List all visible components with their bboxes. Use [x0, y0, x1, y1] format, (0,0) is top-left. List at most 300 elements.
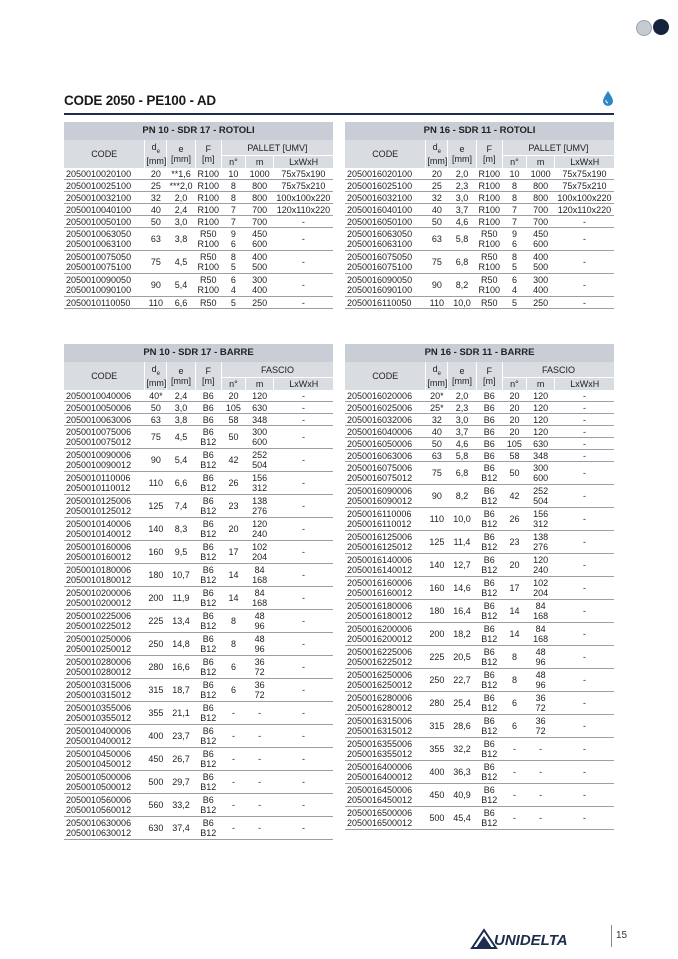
table-row [64, 817, 333, 840]
meters-cell: 138 276 [526, 531, 554, 554]
code-cell: 2050010315006 2050010315012 [64, 679, 145, 702]
table-row [345, 251, 614, 274]
length-cell: B6 B12 [476, 784, 502, 807]
length-cell: R100 [195, 204, 221, 216]
dimensions-header: LxWxH [274, 378, 333, 391]
meters-cell: 84 168 [245, 564, 273, 587]
length-cell: R100 [476, 180, 502, 192]
meters-header: m [245, 156, 273, 169]
length-cell: R100 [195, 168, 221, 180]
count-cell: - [502, 784, 526, 807]
table-row [345, 462, 614, 485]
code-cell: 2050010090050 2050010090100 [64, 274, 145, 297]
length-cell: B6 B12 [476, 669, 502, 692]
table-body [64, 168, 333, 309]
length-header: F [m] [476, 362, 502, 390]
thickness-cell: 14,8 [167, 633, 195, 656]
meters-cell: 300 600 [526, 462, 554, 485]
length-cell: B6 B12 [195, 702, 221, 725]
table-row [64, 679, 333, 702]
table-row [345, 485, 614, 508]
length-cell: B6 [476, 402, 502, 414]
dimensions-cell: - [274, 426, 333, 449]
dimensions-header: LxWxH [555, 378, 614, 391]
dimensions-cell: - [274, 771, 333, 794]
code-cell: 2050016090050 2050016090100 [345, 274, 426, 297]
meters-cell: - [245, 702, 273, 725]
dimensions-cell: - [555, 761, 614, 784]
code-cell: 2050010040100 [64, 204, 145, 216]
diameter-cell: 355 [145, 702, 167, 725]
meters-cell: 400 500 [245, 251, 273, 274]
count-cell: 8 [502, 180, 526, 192]
diameter-cell: 500 [426, 807, 448, 830]
count-cell: 20 [221, 518, 245, 541]
diameter-cell: 90 [145, 449, 167, 472]
table-row [345, 438, 614, 450]
thickness-cell: 21,1 [167, 702, 195, 725]
length-cell: R100 [195, 192, 221, 204]
table-body [345, 390, 614, 830]
thickness-cell: 14,6 [448, 577, 476, 600]
diameter-cell: 110 [426, 297, 448, 309]
code-cell: 2050016075006 2050016075012 [345, 462, 426, 485]
dimensions-cell: - [555, 390, 614, 402]
diameter-cell: 25 [145, 180, 167, 192]
count-cell: 5 [502, 297, 526, 309]
dimensions-cell: 75x75x190 [274, 168, 333, 180]
page-number: 15 [616, 930, 628, 941]
count-cell: 50 [221, 426, 245, 449]
diameter-cell: 90 [426, 485, 448, 508]
table-row [345, 228, 614, 251]
table-row [345, 204, 614, 216]
dimensions-cell: - [555, 600, 614, 623]
dimensions-cell: - [555, 438, 614, 450]
code-cell: 2050016090006 2050016090012 [345, 485, 426, 508]
count-cell: 58 [502, 450, 526, 462]
diameter-cell: 20* [426, 390, 448, 402]
dimensions-cell: - [274, 541, 333, 564]
length-cell: R100 [476, 216, 502, 228]
grey-dot-icon [636, 20, 652, 36]
thickness-cell: 2,4 [167, 204, 195, 216]
count-cell: 6 [221, 656, 245, 679]
thickness-header: e [mm] [448, 140, 476, 168]
code-header: CODE [345, 140, 426, 168]
table-header [64, 122, 333, 168]
thickness-cell: 45,4 [448, 807, 476, 830]
code-cell: 2050016180006 2050016180012 [345, 600, 426, 623]
title-rule [64, 113, 614, 115]
table-header [64, 344, 333, 390]
table-row [64, 390, 333, 402]
code-cell: 2050010280006 2050010280012 [64, 656, 145, 679]
table-row [64, 725, 333, 748]
count-cell: 8 [502, 669, 526, 692]
length-cell: B6 B12 [476, 508, 502, 531]
diameter-header: $d_e$ [mm] [146, 363, 167, 389]
code-cell: 2050016500006 2050016500012 [345, 807, 426, 830]
dimensions-cell: - [555, 297, 614, 309]
diameter-cell: 315 [426, 715, 448, 738]
code-cell: 2050010400006 2050010400012 [64, 725, 145, 748]
dimensions-cell: 75x75x210 [555, 180, 614, 192]
count-cell: 8 5 [221, 251, 245, 274]
meters-cell: 84 168 [526, 600, 554, 623]
dimensions-cell: - [274, 679, 333, 702]
thickness-cell: 5,4 [167, 274, 195, 297]
code-cell: 2050010500006 2050010500012 [64, 771, 145, 794]
count-cell: - [502, 738, 526, 761]
length-cell: R50 R100 [476, 274, 502, 297]
meters-header: m [245, 378, 273, 391]
thickness-cell: 6,8 [448, 251, 476, 274]
table-title-row [64, 122, 333, 140]
dimensions-cell: - [555, 738, 614, 761]
meters-cell: - [245, 794, 273, 817]
table-title: PN 16 - SDR 11 - ROTOLI [345, 122, 614, 140]
code-cell: 2050016040006 [345, 426, 426, 438]
meters-cell: 252 504 [245, 449, 273, 472]
dimensions-cell: - [555, 692, 614, 715]
meters-cell: - [245, 748, 273, 771]
diameter-cell: 50 [145, 402, 167, 414]
diameter-cell: 40 [426, 204, 448, 216]
code-cell: 2050016050006 [345, 438, 426, 450]
code-cell: 2050010110006 2050010110012 [64, 472, 145, 495]
length-cell: R50 R100 [476, 228, 502, 251]
dimensions-cell: - [555, 450, 614, 462]
length-cell: B6 [476, 390, 502, 402]
meters-cell: 156 312 [245, 472, 273, 495]
code-cell: 2050010250006 2050010250012 [64, 633, 145, 656]
table-row [345, 807, 614, 830]
code-cell: 2050010032100 [64, 192, 145, 204]
table-pn16-rotoli [345, 122, 614, 309]
code-header: CODE [64, 140, 145, 168]
meters-cell: 120 [526, 390, 554, 402]
thickness-cell: 25,4 [448, 692, 476, 715]
dimensions-header: LxWxH [274, 156, 333, 169]
dimensions-cell: - [274, 390, 333, 402]
diameter-cell: 32 [426, 192, 448, 204]
diameter-cell: 25 [426, 180, 448, 192]
diameter-cell: 450 [426, 784, 448, 807]
code-cell: 2050010630006 2050010630012 [64, 817, 145, 840]
code-cell: 2050016063006 [345, 450, 426, 462]
diameter-cell: 250 [426, 669, 448, 692]
table-row [345, 623, 614, 646]
meters-header: m [526, 156, 554, 169]
code-cell: 2050016140006 2050016140012 [345, 554, 426, 577]
dimensions-cell: - [555, 508, 614, 531]
table-row [345, 577, 614, 600]
table-row [64, 610, 333, 633]
thickness-cell: 4,5 [167, 251, 195, 274]
meters-cell: 630 [526, 438, 554, 450]
count-cell: - [221, 725, 245, 748]
diameter-cell: 32 [145, 192, 167, 204]
diameter-cell: 225 [426, 646, 448, 669]
diameter-cell: 20 [145, 168, 167, 180]
code-cell: 2050016040100 [345, 204, 426, 216]
meters-cell: - [526, 784, 554, 807]
meters-cell: 450 600 [526, 228, 554, 251]
code-cell: 2050016280006 2050016280012 [345, 692, 426, 715]
table-row [64, 702, 333, 725]
table-title: PN 16 - SDR 11 - BARRE [345, 344, 614, 362]
length-cell: B6 [476, 414, 502, 426]
thickness-cell: 20,5 [448, 646, 476, 669]
dimensions-cell: - [274, 251, 333, 274]
table-row [345, 297, 614, 309]
thickness-cell: 2,4 [167, 390, 195, 402]
table-row [64, 656, 333, 679]
diameter-cell: 40 [145, 204, 167, 216]
thickness-header: e [mm] [167, 362, 195, 390]
count-cell: 20 [502, 402, 526, 414]
dimensions-cell: - [274, 216, 333, 228]
length-cell: B6 B12 [195, 794, 221, 817]
dimensions-cell: - [274, 518, 333, 541]
table-row [64, 192, 333, 204]
table-row [64, 168, 333, 180]
thickness-cell: 26,7 [167, 748, 195, 771]
meters-cell: 156 312 [526, 508, 554, 531]
column-header-row [64, 140, 333, 156]
count-cell: 10 [221, 168, 245, 180]
meters-cell: 252 504 [526, 485, 554, 508]
meters-cell: 400 500 [526, 251, 554, 274]
thickness-cell: 33,2 [167, 794, 195, 817]
dimensions-cell: - [555, 715, 614, 738]
table-row [345, 531, 614, 554]
unidelta-logo [470, 926, 604, 950]
dimensions-cell: 100x100x220 [555, 192, 614, 204]
diameter-cell: 110 [145, 297, 167, 309]
length-cell: B6 B12 [195, 771, 221, 794]
thickness-cell: 28,6 [448, 715, 476, 738]
thickness-cell: 3,8 [167, 228, 195, 251]
count-cell: 6 4 [502, 274, 526, 297]
meters-cell: 700 [526, 216, 554, 228]
length-cell: B6 B12 [195, 587, 221, 610]
length-cell: B6 [476, 450, 502, 462]
corner-dots [636, 18, 672, 36]
code-cell: 2050010025100 [64, 180, 145, 192]
count-cell: 7 [502, 204, 526, 216]
table-row [345, 216, 614, 228]
dimensions-cell: - [555, 414, 614, 426]
length-cell: R50 R100 [195, 274, 221, 297]
table-row [64, 180, 333, 192]
column-header-row [64, 362, 333, 378]
meters-cell: 800 [526, 192, 554, 204]
count-cell: 6 [221, 679, 245, 702]
dimensions-cell: - [274, 702, 333, 725]
diameter-cell: 40 [426, 426, 448, 438]
meters-cell: 700 [245, 204, 273, 216]
diameter-cell: 63 [145, 228, 167, 251]
thickness-cell: 8,2 [448, 485, 476, 508]
table-row [345, 554, 614, 577]
navy-dot-icon [653, 19, 669, 35]
meters-cell: 348 [245, 414, 273, 426]
count-cell: 7 [221, 204, 245, 216]
meters-cell: 300 400 [245, 274, 273, 297]
length-cell: B6 [195, 390, 221, 402]
dimensions-cell: - [555, 646, 614, 669]
diameter-cell: 140 [426, 554, 448, 577]
table-row [64, 771, 333, 794]
diameter-header: $d_e$ [mm] [146, 141, 167, 167]
thickness-cell: 10,0 [448, 297, 476, 309]
code-header: CODE [64, 362, 145, 390]
dimensions-cell: - [274, 449, 333, 472]
table-row [64, 587, 333, 610]
thickness-cell: ***2,0 [167, 180, 195, 192]
dimensions-cell: - [555, 623, 614, 646]
length-cell: R50 [195, 297, 221, 309]
length-cell: B6 B12 [476, 807, 502, 830]
code-cell: 2050016110050 [345, 297, 426, 309]
page-number-divider [611, 925, 612, 947]
dimensions-cell: - [274, 656, 333, 679]
dimensions-cell: - [555, 426, 614, 438]
thickness-cell: 2,0 [448, 390, 476, 402]
code-cell: 2050016125006 2050016125012 [345, 531, 426, 554]
table-row [345, 426, 614, 438]
dimensions-cell: - [555, 462, 614, 485]
length-cell: R50 R100 [195, 228, 221, 251]
length-cell: B6 B12 [476, 531, 502, 554]
length-cell: R50 R100 [476, 251, 502, 274]
dimensions-cell: - [274, 587, 333, 610]
meters-cell: 1000 [245, 168, 273, 180]
length-cell: R50 [476, 297, 502, 309]
diameter-cell: 63 [145, 414, 167, 426]
code-cell: 2050010075050 2050010075100 [64, 251, 145, 274]
thickness-cell: 40,9 [448, 784, 476, 807]
length-cell: B6 B12 [195, 449, 221, 472]
dimensions-cell: 75x75x190 [555, 168, 614, 180]
diameter-cell: 280 [145, 656, 167, 679]
count-cell: - [221, 702, 245, 725]
thickness-cell: 22,7 [448, 669, 476, 692]
code-cell: 2050010450006 2050010450012 [64, 748, 145, 771]
meters-cell: 120 240 [245, 518, 273, 541]
table-row [345, 761, 614, 784]
count-cell: 8 [221, 192, 245, 204]
code-cell: 2050010063006 [64, 414, 145, 426]
dimensions-cell: 75x75x210 [274, 180, 333, 192]
table-body [64, 390, 333, 840]
table-row [64, 402, 333, 414]
code-cell: 2050010020100 [64, 168, 145, 180]
code-cell: 2050010160006 2050010160012 [64, 541, 145, 564]
count-cell: 20 [502, 554, 526, 577]
diameter-cell: 75 [145, 426, 167, 449]
meters-cell: 800 [526, 180, 554, 192]
thickness-cell: 4,6 [448, 438, 476, 450]
length-cell: B6 B12 [195, 426, 221, 449]
count-cell: 8 [502, 192, 526, 204]
table-row [345, 784, 614, 807]
count-header: n° [221, 156, 245, 169]
dimensions-cell: - [555, 577, 614, 600]
thickness-cell: 3,0 [167, 216, 195, 228]
count-cell: 8 [221, 180, 245, 192]
thickness-cell: 3,8 [167, 414, 195, 426]
length-cell: B6 B12 [476, 761, 502, 784]
diameter-cell: 40* [145, 390, 167, 402]
length-cell: B6 [476, 426, 502, 438]
length-cell: B6 [476, 438, 502, 450]
dimensions-cell: - [274, 414, 333, 426]
count-cell: 8 [221, 610, 245, 633]
thickness-cell: 3,0 [448, 414, 476, 426]
code-cell: 2050016032100 [345, 192, 426, 204]
thickness-cell: 4,6 [448, 216, 476, 228]
diameter-cell: 630 [145, 817, 167, 840]
code-cell: 2050010200006 2050010200012 [64, 587, 145, 610]
count-cell: 50 [502, 462, 526, 485]
diameter-cell: 50 [426, 438, 448, 450]
table-pn16-barre [345, 344, 614, 830]
count-cell: 14 [502, 600, 526, 623]
dimensions-cell: - [555, 274, 614, 297]
code-cell: 2050016050100 [345, 216, 426, 228]
thickness-cell: 18,2 [448, 623, 476, 646]
thickness-cell: 36,3 [448, 761, 476, 784]
count-cell: 5 [221, 297, 245, 309]
thickness-cell: 3,0 [448, 192, 476, 204]
meters-cell: 36 72 [526, 715, 554, 738]
count-cell: 26 [502, 508, 526, 531]
diameter-cell: 315 [145, 679, 167, 702]
thickness-cell: 2,0 [167, 192, 195, 204]
table-row [345, 274, 614, 297]
dimensions-cell: - [274, 495, 333, 518]
code-cell: 2050010050006 [64, 402, 145, 414]
table-row [64, 414, 333, 426]
diameter-cell: 125 [426, 531, 448, 554]
meters-cell: 120 240 [526, 554, 554, 577]
dimensions-cell: - [555, 807, 614, 830]
code-header: CODE [345, 362, 426, 390]
diameter-cell: 160 [145, 541, 167, 564]
count-cell: 8 [221, 633, 245, 656]
length-cell: R100 [476, 192, 502, 204]
diameter-cell: 180 [426, 600, 448, 623]
code-cell: 2050010090006 2050010090012 [64, 449, 145, 472]
dimensions-cell: - [274, 472, 333, 495]
page-title: CODE 2050 - PE100 - AD [64, 93, 216, 108]
code-cell: 2050010125006 2050010125012 [64, 495, 145, 518]
code-cell: 2050016250006 2050016250012 [345, 669, 426, 692]
diameter-cell: 50 [145, 216, 167, 228]
length-cell: B6 B12 [476, 462, 502, 485]
count-cell: 9 6 [502, 228, 526, 251]
packaging-group-header: PALLET [UMV] [502, 140, 614, 156]
length-cell: R100 [195, 216, 221, 228]
meters-cell: 250 [245, 297, 273, 309]
dimensions-cell: - [274, 274, 333, 297]
count-cell: 20 [502, 390, 526, 402]
table-header [345, 344, 614, 390]
diameter-cell: 280 [426, 692, 448, 715]
